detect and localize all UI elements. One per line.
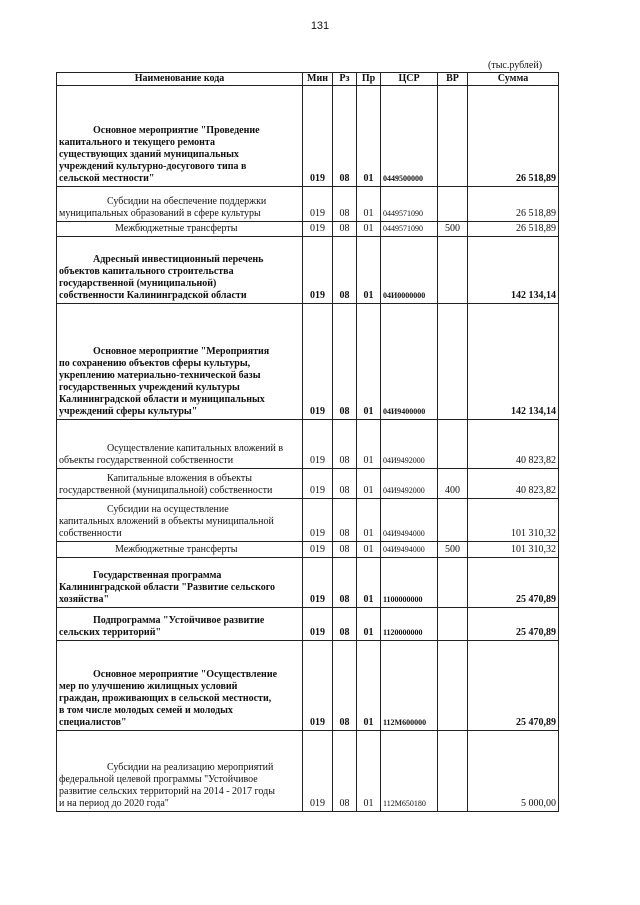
row-rz: 08 xyxy=(333,469,357,499)
row-name-line: Основное мероприятие "Осуществление xyxy=(93,669,278,680)
row-name-line: Субсидии на обеспечение поддержки xyxy=(107,196,267,207)
row-name xyxy=(57,641,303,731)
units-label: (тыс.рублей) xyxy=(488,60,543,71)
row-name-line: Калининградской области "Развитие сельского xyxy=(59,582,276,593)
row-pr: 01 xyxy=(357,187,381,222)
row-name-line: сельских территорий" xyxy=(59,627,162,638)
row-min: 019 xyxy=(303,187,333,222)
row-name-line: капитального и текущего ремонта xyxy=(59,137,215,148)
row-rz: 08 xyxy=(333,222,357,237)
row-name-line: мер по улучшению жилищных условий xyxy=(59,681,238,692)
row-vr xyxy=(438,558,468,608)
table-row xyxy=(57,731,559,812)
row-csr: 112М650180 xyxy=(381,731,438,812)
row-name-line: Основное мероприятие "Мероприятия xyxy=(93,346,270,357)
row-name-line: Подпрограмма "Устойчивое развитие xyxy=(93,615,265,626)
row-name-line: существующих зданий муниципальных xyxy=(59,149,239,160)
row-min: 019 xyxy=(303,608,333,641)
row-name-line: сельской местности" xyxy=(59,173,155,184)
row-name xyxy=(57,187,303,222)
budget-table xyxy=(56,72,559,812)
row-sum: 25 470,89 xyxy=(468,558,559,608)
row-sum: 26 518,89 xyxy=(468,187,559,222)
row-min: 019 xyxy=(303,86,333,187)
table-header-row xyxy=(57,73,559,86)
row-pr: 01 xyxy=(357,558,381,608)
row-name xyxy=(57,469,303,499)
table-row xyxy=(57,542,559,558)
row-rz: 08 xyxy=(333,499,357,542)
table-row xyxy=(57,304,559,420)
header-sum: Сумма xyxy=(468,73,559,86)
table-row xyxy=(57,608,559,641)
row-vr xyxy=(438,731,468,812)
row-name-line: собственности Калининградской области xyxy=(59,290,247,301)
row-name-line: капитальных вложений в объекты муниципальной xyxy=(59,516,274,527)
row-pr: 01 xyxy=(357,86,381,187)
row-name-line: Основное мероприятие "Проведение xyxy=(93,125,260,136)
row-pr: 01 xyxy=(357,731,381,812)
row-csr: 04И9492000 xyxy=(381,469,438,499)
row-vr xyxy=(438,420,468,469)
row-name-line: граждан, проживающих в сельской местности, xyxy=(59,693,272,704)
row-name xyxy=(57,420,303,469)
header-csr: ЦСР xyxy=(381,73,438,86)
header-vr: ВР xyxy=(438,73,468,86)
row-pr: 01 xyxy=(357,641,381,731)
row-pr: 01 xyxy=(357,222,381,237)
row-name-line: Субсидии на реализацию мероприятий xyxy=(107,762,274,773)
row-name-line: Межбюджетные трансферты xyxy=(115,544,238,555)
row-rz: 08 xyxy=(333,420,357,469)
header-pr: Пр xyxy=(357,73,381,86)
row-sum: 142 134,14 xyxy=(468,237,559,304)
row-csr: 0449500000 xyxy=(381,86,438,187)
row-name-line: Капитальные вложения в объекты xyxy=(107,473,252,484)
row-vr xyxy=(438,187,468,222)
row-min: 019 xyxy=(303,542,333,558)
row-name-line: Межбюджетные трансферты xyxy=(115,223,238,234)
row-rz: 08 xyxy=(333,304,357,420)
row-vr xyxy=(438,237,468,304)
table-row xyxy=(57,469,559,499)
row-name-line: в том числе молодых семей и молодых xyxy=(59,705,233,716)
row-vr xyxy=(438,86,468,187)
row-rz: 08 xyxy=(333,542,357,558)
row-name-line: федеральной целевой программы "Устойчивое xyxy=(59,774,258,785)
row-sum: 26 518,89 xyxy=(468,86,559,187)
row-vr xyxy=(438,499,468,542)
row-name-line: государственной (муниципальной) собственности xyxy=(59,485,273,496)
row-name xyxy=(57,731,303,812)
row-pr: 01 xyxy=(357,469,381,499)
table-row xyxy=(57,641,559,731)
row-name-line: укреплению материально-технической базы xyxy=(59,370,261,381)
row-name-line: Калининградской области и муниципальных xyxy=(59,394,265,405)
row-sum: 101 310,32 xyxy=(468,542,559,558)
row-name-line: муниципальных образований в сфере культуры xyxy=(59,208,261,219)
row-csr: 04И9400000 xyxy=(381,304,438,420)
row-sum: 40 823,82 xyxy=(468,469,559,499)
row-name-line: и на период до 2020 года" xyxy=(59,798,169,809)
row-vr: 500 xyxy=(438,542,468,558)
row-name-line: Осуществление капитальных вложений в xyxy=(107,443,284,454)
table-row xyxy=(57,237,559,304)
row-pr: 01 xyxy=(357,608,381,641)
row-name-line: хозяйства" xyxy=(59,594,110,605)
row-name xyxy=(57,558,303,608)
row-csr: 04И0000000 xyxy=(381,237,438,304)
row-name-line: Государственная программа xyxy=(93,570,222,581)
row-name-line: учреждений сферы культуры" xyxy=(59,406,198,417)
row-min: 019 xyxy=(303,420,333,469)
row-name xyxy=(57,222,303,237)
row-name xyxy=(57,86,303,187)
row-rz: 08 xyxy=(333,558,357,608)
row-min: 019 xyxy=(303,237,333,304)
row-sum: 5 000,00 xyxy=(468,731,559,812)
row-pr: 01 xyxy=(357,499,381,542)
row-csr: 0449571090 xyxy=(381,222,438,237)
row-rz: 08 xyxy=(333,641,357,731)
page-number: 131 xyxy=(310,20,330,32)
row-csr: 1100000000 xyxy=(381,558,438,608)
row-name xyxy=(57,304,303,420)
row-name-line: государственной (муниципальной) xyxy=(59,278,217,289)
row-csr: 04И9492000 xyxy=(381,420,438,469)
table-row xyxy=(57,420,559,469)
row-name xyxy=(57,608,303,641)
row-sum: 40 823,82 xyxy=(468,420,559,469)
row-vr xyxy=(438,641,468,731)
table-row xyxy=(57,187,559,222)
row-csr: 1120000000 xyxy=(381,608,438,641)
row-name-line: развитие сельских территорий на 2014 - 2017 годы xyxy=(59,786,275,797)
row-pr: 01 xyxy=(357,542,381,558)
row-csr: 04И9494000 xyxy=(381,542,438,558)
row-vr: 500 xyxy=(438,222,468,237)
row-sum: 101 310,32 xyxy=(468,499,559,542)
row-vr: 400 xyxy=(438,469,468,499)
row-csr: 0449571090 xyxy=(381,187,438,222)
row-name xyxy=(57,542,303,558)
row-min: 019 xyxy=(303,558,333,608)
row-pr: 01 xyxy=(357,237,381,304)
table-body xyxy=(57,86,559,812)
row-min: 019 xyxy=(303,731,333,812)
table-row xyxy=(57,86,559,187)
row-rz: 08 xyxy=(333,608,357,641)
row-pr: 01 xyxy=(357,304,381,420)
row-min: 019 xyxy=(303,469,333,499)
row-vr xyxy=(438,304,468,420)
table-row xyxy=(57,499,559,542)
row-sum: 25 470,89 xyxy=(468,608,559,641)
row-sum: 25 470,89 xyxy=(468,641,559,731)
row-vr xyxy=(438,608,468,641)
row-name xyxy=(57,499,303,542)
row-sum: 142 134,14 xyxy=(468,304,559,420)
row-pr: 01 xyxy=(357,420,381,469)
row-name-line: Субсидии на осуществление xyxy=(107,504,229,515)
row-name-line: учреждений культурно-досугового типа в xyxy=(59,161,247,172)
row-rz: 08 xyxy=(333,187,357,222)
row-name-line: по сохранению объектов сферы культуры, xyxy=(59,358,251,369)
row-csr: 04И9494000 xyxy=(381,499,438,542)
table-row xyxy=(57,222,559,237)
header-min: Мин xyxy=(303,73,333,86)
row-min: 019 xyxy=(303,499,333,542)
header-name: Наименование кода xyxy=(57,73,303,86)
row-name-line: государственных учреждений культуры xyxy=(59,382,240,393)
table-row xyxy=(57,558,559,608)
row-name-line: Адресный инвестиционный перечень xyxy=(93,254,264,265)
row-name-line: объекты государственной собственности xyxy=(59,455,234,466)
row-min: 019 xyxy=(303,222,333,237)
row-min: 019 xyxy=(303,641,333,731)
row-rz: 08 xyxy=(333,731,357,812)
row-csr: 112М600000 xyxy=(381,641,438,731)
row-name-line: специалистов" xyxy=(59,717,127,728)
row-name xyxy=(57,237,303,304)
row-name-line: собственности xyxy=(59,528,122,539)
row-name-line: объектов капитального строительства xyxy=(59,266,234,277)
row-min: 019 xyxy=(303,304,333,420)
row-sum: 26 518,89 xyxy=(468,222,559,237)
row-rz: 08 xyxy=(333,86,357,187)
header-rz: Рз xyxy=(333,73,357,86)
row-rz: 08 xyxy=(333,237,357,304)
